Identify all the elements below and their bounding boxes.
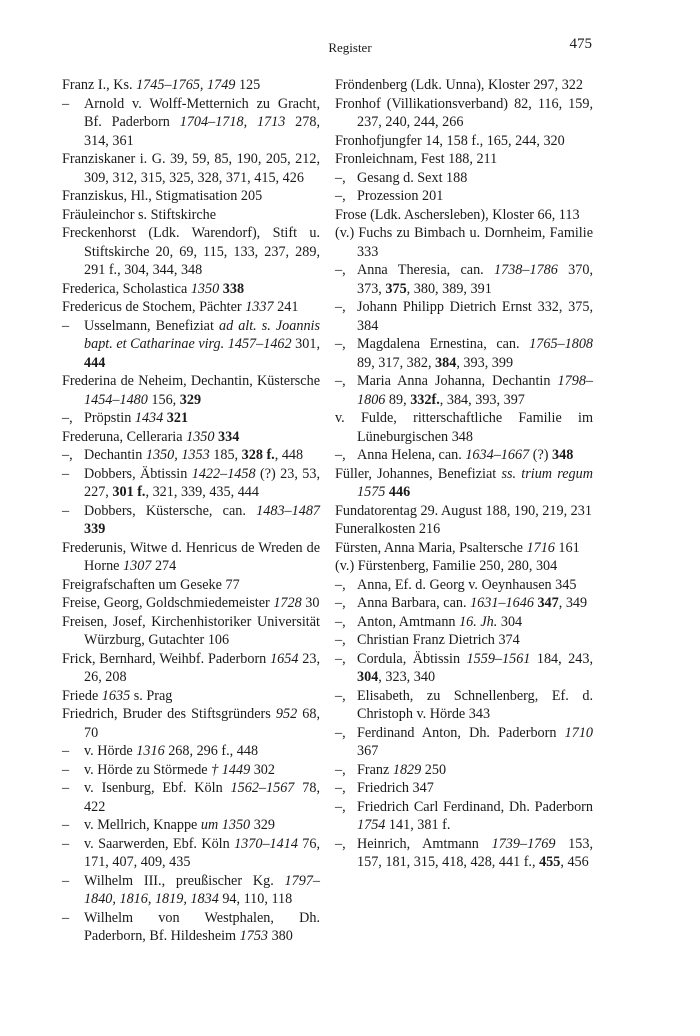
index-entry xyxy=(62,576,320,595)
index-entry xyxy=(335,835,593,872)
index-entry xyxy=(335,132,593,151)
entry-dash: –, xyxy=(335,373,346,389)
index-entry xyxy=(335,520,593,539)
entry-text: (v.) Fuchs zu Bimbach u. Dornheim, Familie 333 xyxy=(335,225,593,260)
index-entry xyxy=(335,539,593,558)
entry-dash: –, xyxy=(335,724,346,741)
index-entry xyxy=(335,576,593,595)
entry-dash: – xyxy=(62,317,70,334)
entry-dash: –, xyxy=(62,447,73,463)
entry-text: Fronhof (Villikationsverband) 82, 116, 159, 237, 240, 244, 266 xyxy=(335,95,593,130)
entry-dash: –, xyxy=(335,650,346,667)
index-entry xyxy=(335,502,593,521)
entry-dash: –, xyxy=(335,687,346,704)
entry-text: Freisen, Josef, Kirchenhistoriker Universität Würzburg, Gutachter 106 xyxy=(62,613,320,648)
index-entry xyxy=(62,872,320,909)
index-entry xyxy=(335,409,593,446)
entry-text: v. Fulde, ritterschaftliche Familie im Lüneburgischen 348 xyxy=(335,410,593,445)
entry-dash: –, xyxy=(335,835,346,852)
entry-dash: –, xyxy=(335,595,346,611)
index-entry xyxy=(335,335,593,372)
index-entry xyxy=(335,261,593,298)
index-entry xyxy=(62,594,320,613)
entry-text: Füller, Johannes, Benefiziat ss. trium regum 1575 446 xyxy=(335,465,593,500)
index-entry xyxy=(335,446,593,465)
entry-text: Wilhelm III., preußischer Kg. 1797–1840, 1816, 1819, 1834 94, 110, 118 xyxy=(84,872,320,907)
entry-dash: – xyxy=(62,817,70,833)
index-entry xyxy=(335,687,593,724)
entry-text: Friede 1635 s. Prag xyxy=(62,687,173,704)
entry-text: v. Isenburg, Ebf. Köln 1562–1567 78, 422 xyxy=(84,780,320,815)
index-entry xyxy=(335,76,593,95)
entry-text: Franz I., Ks. 1745–1765, 1749 125 xyxy=(62,77,261,93)
index-entry xyxy=(62,187,320,206)
entry-text: Maria Anna Johanna, Dechantin 1798–1806 89, 332f., 384, 393, 397 xyxy=(357,373,593,408)
entry-text: Frederuna, Celleraria 1350 334 xyxy=(62,428,240,445)
entry-text: Frederunis, Witwe d. Henricus de Wreden de Horne 1307 274 xyxy=(62,539,320,574)
index-entry xyxy=(62,76,320,95)
entry-dash: –, xyxy=(335,188,346,204)
entry-text: Freckenhorst (Ldk. Warendorf), Stift u. Stiftskirche 20, 69, 115, 133, 237, 289, 291 f., 304, 344, 348 xyxy=(62,225,320,278)
index-entry xyxy=(335,724,593,761)
entry-dash: – xyxy=(62,761,70,778)
entry-text: Anna Barbara, can. 1631–1646 347, 349 xyxy=(357,595,588,611)
entry-text: Wilhelm von Westphalen, Dh. Paderborn, Bf. Hildesheim 1753 380 xyxy=(84,909,320,944)
entry-dash: –, xyxy=(335,576,346,593)
index-entry xyxy=(62,705,320,742)
entry-dash: – xyxy=(62,872,70,889)
entry-text: Franziskaner i. G. 39, 59, 85, 190, 205, 212, 309, 312, 315, 325, 328, 371, 415, 426 xyxy=(62,151,320,186)
entry-text: Elisabeth, zu Schnellenberg, Ef. d. Christoph v. Hörde 343 xyxy=(357,687,593,722)
entry-dash: – xyxy=(62,835,70,852)
entry-dash: –, xyxy=(335,761,346,778)
index-entry xyxy=(62,761,320,780)
index-entry xyxy=(62,224,320,280)
entry-text: Arnold v. Wolff-Metternich zu Gracht, Bf. Paderborn 1704–1718, 1713 278, 314, 361 xyxy=(84,95,321,149)
entry-dash: –, xyxy=(335,447,346,463)
index-entry xyxy=(335,631,593,650)
entry-text: Anna, Ef. d. Georg v. Oeynhausen 345 xyxy=(357,576,577,593)
entry-text: Friedrich, Bruder des Stiftsgründers 952 68, 70 xyxy=(62,706,321,741)
index-entry xyxy=(62,687,320,706)
entry-text: Usselmann, Benefiziat ad alt. s. Joannis bapt. et Catharinae virg. 1457–1462 301, 444 xyxy=(84,317,320,371)
entry-text: Dobbers, Küstersche, can. 1483–1487 339 xyxy=(84,502,320,537)
index-entry xyxy=(62,317,320,373)
index-entry xyxy=(335,613,593,632)
index-entry xyxy=(335,150,593,169)
index-entry xyxy=(62,150,320,187)
entry-dash: –, xyxy=(335,262,346,278)
entry-text: Franz 1829 250 xyxy=(357,761,447,778)
index-entry xyxy=(62,539,320,576)
index-entry xyxy=(62,502,320,539)
index-entry xyxy=(62,206,320,225)
index-entry xyxy=(335,298,593,335)
index-entry xyxy=(62,613,320,650)
entry-text: v. Hörde zu Störmede † 1449 302 xyxy=(84,761,275,778)
entry-text: v. Mellrich, Knappe um 1350 329 xyxy=(84,817,275,833)
entry-dash: –, xyxy=(335,798,346,815)
entry-text: Friedrich 347 xyxy=(357,780,434,796)
page-header xyxy=(0,36,700,60)
entry-text: Franziskus, Hl., Stigmatisation 205 xyxy=(62,188,263,204)
entry-dash: – xyxy=(62,909,70,926)
entry-text: Magdalena Ernestina, can. 1765–1808 89, 317, 382, 384, 393, 399 xyxy=(357,336,593,371)
entry-text: Anna Theresia, can. 1738–1786 370, 373, 375, 380, 389, 391 xyxy=(357,262,593,297)
entry-text: Frick, Bernhard, Weihbf. Paderborn 1654 23, 26, 208 xyxy=(62,650,320,685)
index-entry xyxy=(335,650,593,687)
index-entry xyxy=(62,779,320,816)
index-entry xyxy=(62,372,320,409)
entry-text: Dechantin 1350, 1353 185, 328 f., 448 xyxy=(84,447,304,463)
entry-dash: –, xyxy=(62,410,73,426)
index-entry xyxy=(62,280,320,299)
index-column-left xyxy=(62,76,320,946)
index-entry xyxy=(335,372,593,409)
page-number: 475 xyxy=(569,36,592,52)
index-entry xyxy=(335,169,593,188)
entry-text: (v.) Fürstenberg, Familie 250, 280, 304 xyxy=(335,558,558,574)
index-entry xyxy=(335,594,593,613)
index-entry xyxy=(335,761,593,780)
entry-text: Christian Franz Dietrich 374 xyxy=(357,632,520,648)
index-entry xyxy=(62,409,320,428)
entry-dash: –, xyxy=(335,336,346,352)
entry-text: Freise, Georg, Goldschmiedemeister 1728 30 xyxy=(62,595,320,611)
index-entry xyxy=(62,446,320,465)
index-entry xyxy=(62,465,320,502)
entry-text: Friedrich Carl Ferdinand, Dh. Paderborn 1754 141, 381 f. xyxy=(357,798,593,833)
entry-dash: –, xyxy=(335,299,346,315)
index-entry xyxy=(62,298,320,317)
entry-text: Fundatorentag 29. August 188, 190, 219, 231 xyxy=(335,502,592,519)
entry-text: Fürsten, Anna Maria, Psaltersche 1716 161 xyxy=(335,539,580,556)
entry-text: Freigrafschaften um Geseke 77 xyxy=(62,576,240,593)
entry-dash: – xyxy=(62,465,70,482)
entry-text: Anton, Amtmann 16. Jh. 304 xyxy=(357,613,523,630)
index-entry xyxy=(62,428,320,447)
index-entry xyxy=(335,206,593,225)
entry-dash: –, xyxy=(335,780,346,796)
entry-text: Fräuleinchor s. Stiftskirche xyxy=(62,206,217,223)
index-entry xyxy=(62,909,320,946)
entry-text: Ferdinand Anton, Dh. Paderborn 1710 367 xyxy=(357,724,593,759)
entry-text: Fredericus de Stochem, Pächter 1337 241 xyxy=(62,299,299,315)
entry-dash: –, xyxy=(335,613,346,630)
entry-text: Funeralkosten 216 xyxy=(335,521,441,537)
entry-text: Gesang d. Sext 188 xyxy=(357,169,468,186)
entry-text: Fronleichnam, Fest 188, 211 xyxy=(335,151,498,167)
entry-text: Prozession 201 xyxy=(357,188,444,204)
index-entry xyxy=(335,95,593,132)
entry-dash: – xyxy=(62,743,70,759)
index-entry xyxy=(62,835,320,872)
entry-dash: –, xyxy=(335,169,346,186)
entry-text: Cordula, Äbtissin 1559–1561 184, 243, 304, 323, 340 xyxy=(357,650,593,685)
entry-dash: – xyxy=(62,780,70,796)
index-entry xyxy=(62,650,320,687)
index-entry xyxy=(335,187,593,206)
entry-text: Frederica, Scholastica 1350 338 xyxy=(62,280,245,297)
entry-dash: – xyxy=(62,502,70,519)
entry-dash: –, xyxy=(335,632,346,648)
entry-text: v. Hörde 1316 268, 296 f., 448 xyxy=(84,743,259,759)
entry-text: Dobbers, Äbtissin 1422–1458 (?) 23, 53, 227, 301 f., 321, 339, 435, 444 xyxy=(84,465,321,500)
index-entry xyxy=(335,798,593,835)
index-entry xyxy=(335,779,593,798)
index-entry xyxy=(335,224,593,261)
entry-text: Heinrich, Amtmann 1739–1769 153, 157, 181, 315, 418, 428, 441 f., 455, 456 xyxy=(357,835,593,870)
entry-text: Pröpstin 1434 321 xyxy=(84,410,189,426)
index-entry xyxy=(62,816,320,835)
entry-text: v. Saarwerden, Ebf. Köln 1370–1414 76, 171, 407, 409, 435 xyxy=(84,835,320,870)
entry-text: Frederina de Neheim, Dechantin, Küstersche 1454–1480 156, 329 xyxy=(62,373,320,408)
entry-text: Frose (Ldk. Aschersleben), Kloster 66, 113 xyxy=(335,206,580,223)
entry-text: Fronhofjungfer 14, 158 f., 165, 244, 320 xyxy=(335,132,565,149)
entry-text: Johann Philipp Dietrich Ernst 332, 375, 384 xyxy=(357,299,593,334)
index-entry xyxy=(62,742,320,761)
index-column-right xyxy=(335,76,593,872)
entry-text: Fröndenberg (Ldk. Unna), Kloster 297, 322 xyxy=(335,77,583,93)
entry-text: Anna Helena, can. 1634–1667 (?) 348 xyxy=(357,447,574,463)
index-entry xyxy=(335,557,593,576)
index-entry xyxy=(62,95,320,151)
running-title: Register xyxy=(328,40,372,55)
index-entry xyxy=(335,465,593,502)
entry-dash: – xyxy=(62,95,70,112)
